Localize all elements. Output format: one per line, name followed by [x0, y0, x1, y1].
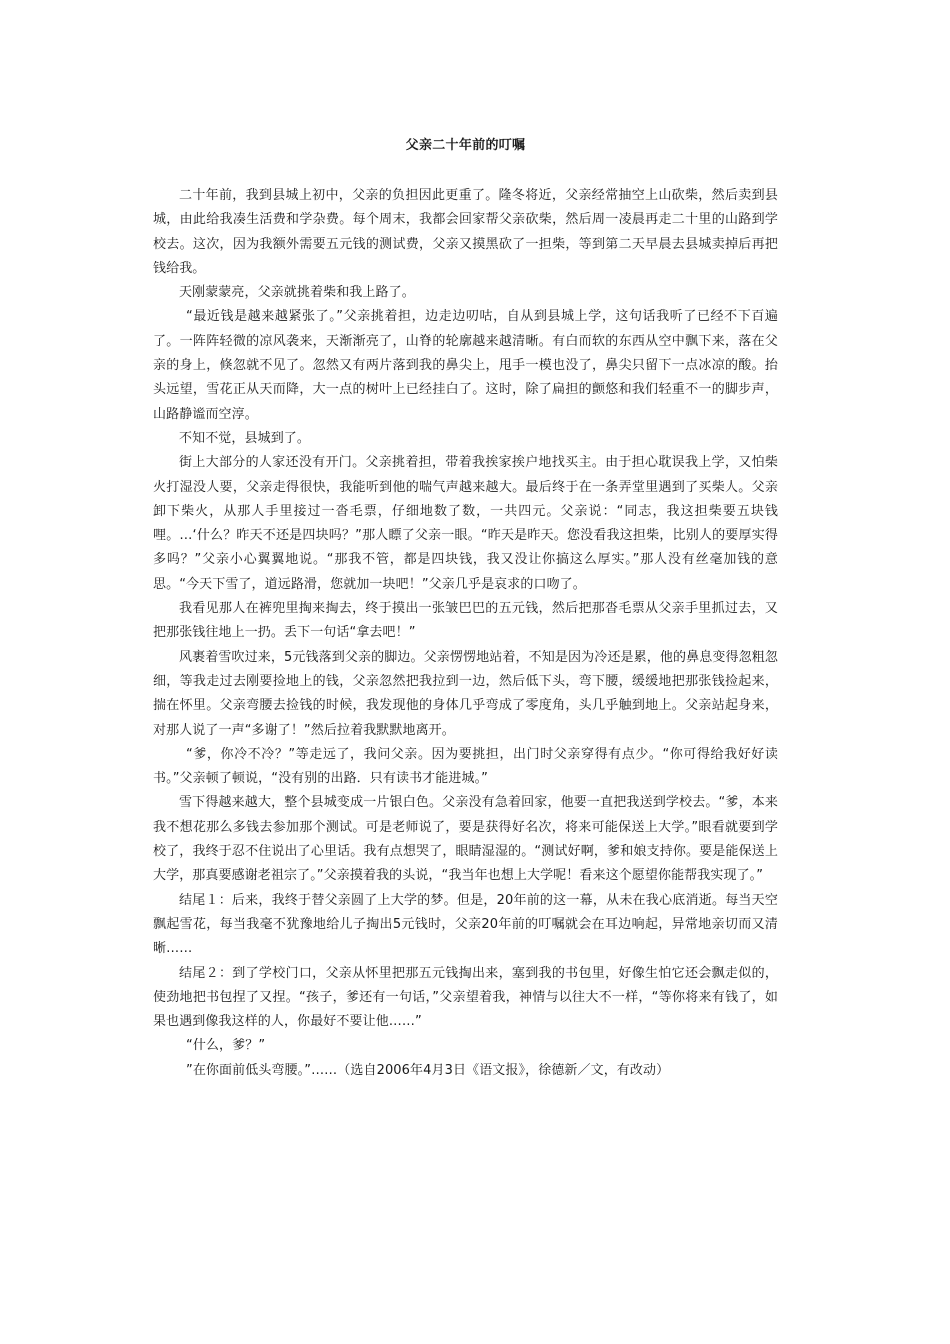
source-citation-paragraph: ”在你面前低头弯腰。”……（选自2006年4月3日《语文报》，徐德新／文，有改动）: [186, 1062, 670, 1078]
ending-1-paragraph: 结尾１：后来，我终于替父亲圆了上大学的梦。但是，20年前的这一幕，从未在我心底消逝。每当天空飘起雪花，每当我毫不犹豫地给儿子掏出5元钱时，父亲20年前的叮嘱就会在耳边响起，异常地亲切而又清晰……: [153, 892, 778, 957]
paragraph-7: 风裹着雪吹过来，5元钱落到父亲的脚边。父亲愣愣地站着，不知是因为冷还是累，他的鼻息变得忽粗忽细，等我走过去刚要捡地上的钱，父亲忽然把我拉到一边，然后低下头，弯下腰，缓缓地把那张钱捡起来，揣在怀里。父亲弯腰去捡钱的时候，我发现他的身体几乎弯成了零度角，头几乎触到地上。父亲站起身来，对那人说了一声“多谢了！”然后拉着我默默地离开。: [153, 649, 778, 738]
paragraph-2: 天刚蒙蒙亮，父亲就挑着柴和我上路了。: [179, 285, 415, 301]
document-title: 父亲二十年前的叮嘱: [405, 138, 526, 153]
paragraph-5: 街上大部分的人家还没有开门。父亲挑着担，带着我挨家挨户地找买主。由于担心耽误我上学，又怕柴火打湿没人要，父亲走得很快，我能听到他的喘气声越来越大。最后终于在一条弄堂里遇到了买柴人。父亲卸下柴火，从那人手里接过一沓毛票，仔细地数了数，一共四元。父亲说：“同志，我这担柴要五块钱哩。…‘什么？昨天不还是四块吗？”那人瞟了父亲一眼。“昨天是昨天。您没看我这担柴，比别人的要厚实得多吗？”父亲小心翼翼地说。“那我不管，都是四块钱，我又没让你搞这么厚实。”那人没有丝毫加钱的意思。“今天下雪了，道远路滑，您就加一块吧！”父亲几乎是哀求的口吻了。: [153, 455, 778, 592]
paragraph-4: 不知不觉，县城到了。: [179, 430, 311, 446]
document-page: [153, 134, 778, 1083]
paragraph-8: “爹，你冷不冷？”等走远了，我问父亲。因为要挑担，出门时父亲穿得有点少。“你可得给我好好读书。”父亲顿了顿说，“没有别的出路．只有读书才能进城。”: [153, 746, 778, 787]
paragraph-3: “最近钱是越来越紧张了。”父亲挑着担，边走边叨咕，自从到县城上学，这句话我听了已经不下百遍了。一阵阵轻微的凉风袭来，天渐渐亮了，山脊的轮廓越来越清晰。有白而软的东西从空中飘下来，落在父亲的身上，倏忽就不见了。忽然又有两片落到我的鼻尖上，甩手一模也没了，鼻尖只留下一点冰凉的酸。抬头远望，雪花正从天而降，大一点的树叶上已经挂白了。这时，除了扁担的颤悠和我们轻重不一的脚步声，山路静谧而空淳。: [153, 309, 778, 422]
ending-2-paragraph: 结尾２：到了学校门口，父亲从怀里把那五元钱掏出来，塞到我的书包里，好像生怕它还会飘走似的，使劲地把书包捏了又捏。“孩子，爹还有一句话，”父亲望着我，神情与以往大不一样，“等你将来有钱了，如果也遇到像我这样的人，你最好不要让他……”: [153, 965, 778, 1030]
paragraph-12: “什么，爹？”: [186, 1038, 266, 1054]
paragraph-1: 二十年前，我到县城上初中，父亲的负担因此更重了。隆冬将近，父亲经常抽空上山砍柴，然后卖到县城，由此给我凑生活费和学杂费。每个周末，我都会回家帮父亲砍柴，然后周一凌晨再走二十里的山路到学校去。这次，因为我额外需要五元钱的测试费，父亲又摸黑砍了一担柴，等到第二天早晨去县城卖掉后再把钱给我。: [153, 188, 778, 276]
paragraph-6: 我看见那人在裤兜里掏来掏去，终于摸出一张皱巴巴的五元钱，然后把那沓毛票从父亲手里抓过去，又把那张钱往地上一扔。丢下一句话“拿去吧！”: [153, 601, 778, 641]
paragraph-9: 雪下得越来越大，整个县城变成一片银白色。父亲没有急着回家，他要一直把我送到学校去。“爹，本来我不想花那么多钱去参加那个测试。可是老师说了，要是获得好名次，将来可能保送上大学。”眼看就要到学校了，我终于忍不住说出了心里话。我有点想哭了，眼睛湿湿的。“测试好啊，爹和娘支持你。要是能保送上大学，那真要感谢老祖宗了。”父亲摸着我的头说，“我当年也想上大学呢！看来这个愿望你能帮我实现了。”: [153, 795, 778, 884]
